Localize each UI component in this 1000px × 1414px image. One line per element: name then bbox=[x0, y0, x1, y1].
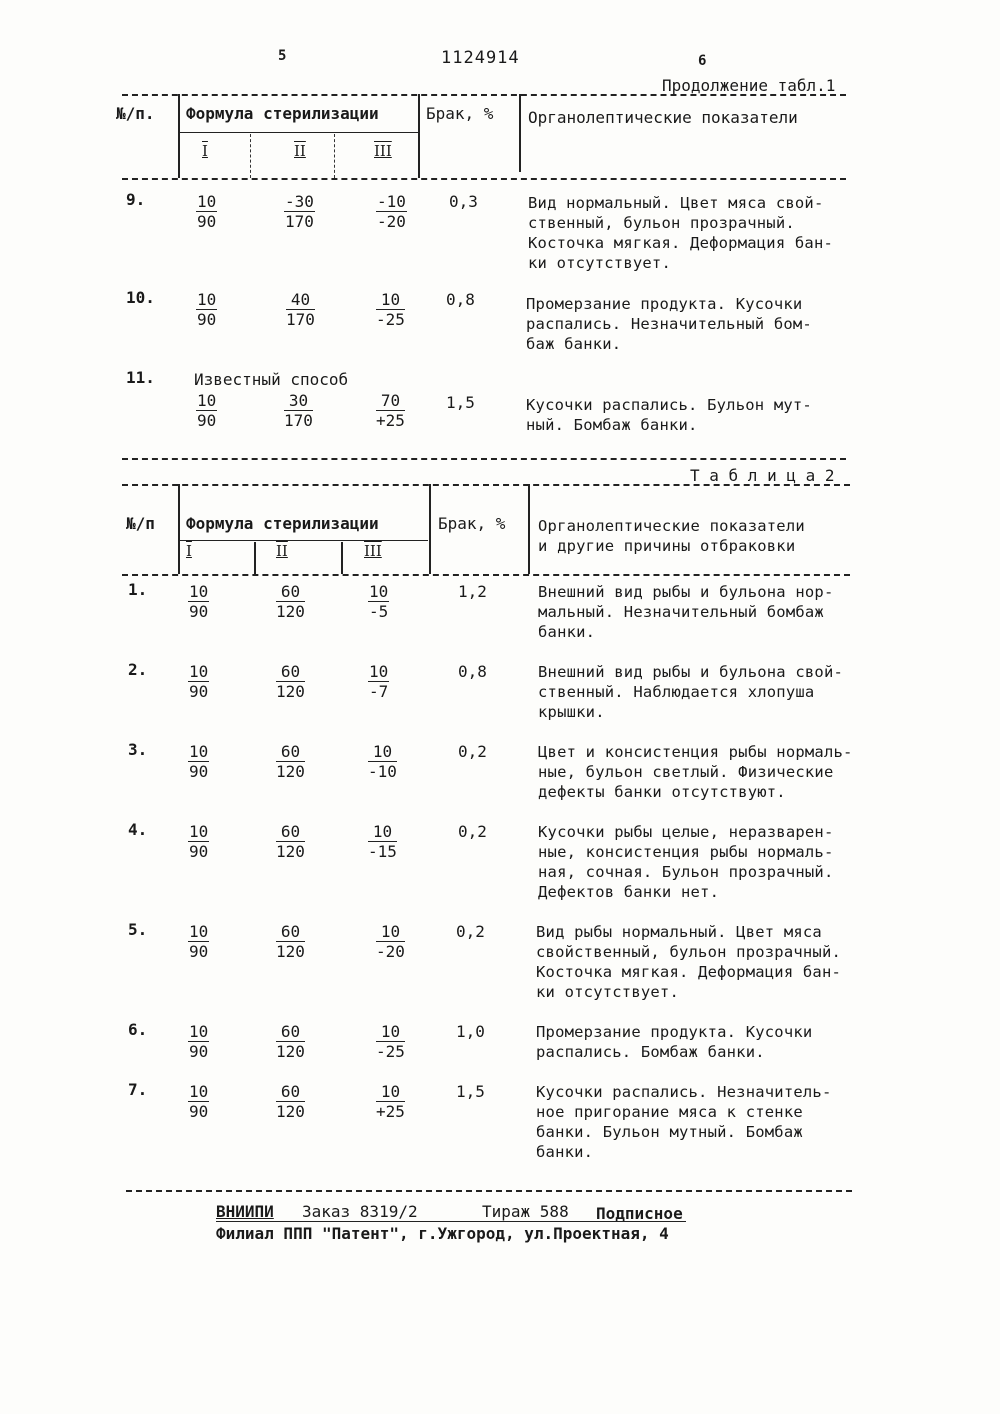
table1-subheader-ii: II bbox=[294, 142, 306, 160]
denominator: 90 bbox=[197, 310, 217, 329]
brak-value: 1,5 bbox=[456, 1082, 485, 1101]
numerator: 10 bbox=[369, 662, 389, 681]
formula-fraction-ii bbox=[284, 192, 315, 231]
table1-header-num: №/п. bbox=[116, 104, 155, 123]
table2-subheader-ii: II bbox=[276, 542, 288, 560]
table1-subheader-rule bbox=[180, 132, 418, 133]
organoleptic-description: Вид нормальный. Цвет мяса свой- ственный, бульон прозрачный. Косточка мягкая. Деформация бан- ки отсутствует. bbox=[528, 194, 834, 272]
footer-underline bbox=[216, 1221, 686, 1222]
formula-fraction-iii bbox=[376, 1082, 405, 1121]
formula-fraction-i bbox=[188, 1082, 209, 1121]
formula-fraction-ii bbox=[276, 742, 305, 781]
table1-header-formula: Формула стерилизации bbox=[186, 104, 379, 123]
denominator: 90 bbox=[197, 212, 217, 231]
denominator: 90 bbox=[189, 1042, 209, 1061]
organoleptic-description: Внешний вид рыбы и бульона нор- мальный. Незначительный бомбаж банки. bbox=[538, 583, 834, 641]
table2-col-divider-5 bbox=[528, 484, 530, 574]
organoleptic-description: Вид рыбы нормальный. Цвет мяса свойственный, бульон прозрачный. Косточка мягкая. Деформация бан- ки отсутствует. bbox=[536, 923, 842, 1001]
formula-fraction-ii bbox=[276, 822, 305, 861]
denominator: 90 bbox=[189, 942, 209, 961]
footer-subscription: Подписное bbox=[596, 1204, 683, 1223]
numerator: 10 bbox=[368, 822, 397, 842]
numerator: -30 bbox=[285, 192, 314, 211]
table1-col-divider-2 bbox=[250, 134, 251, 178]
table2-top-rule bbox=[122, 484, 850, 486]
table2-header-num: №/п bbox=[126, 514, 155, 533]
formula-fraction-iii bbox=[376, 391, 405, 430]
organoleptic-description: Цвет и консистенция рыбы нормаль- ные, бульон светлый. Физические дефекты банки отсутствуют. bbox=[538, 743, 853, 801]
table2-caption: Т а б л и ц а 2 bbox=[690, 466, 835, 485]
brak-value: 1,2 bbox=[458, 582, 487, 601]
table1-subheader-iii: III bbox=[374, 142, 392, 160]
patent-number: 1124914 bbox=[441, 48, 520, 68]
numerator: 10 bbox=[189, 1022, 209, 1041]
formula-fraction-i bbox=[188, 582, 209, 621]
known-method-label: Известный способ bbox=[194, 370, 349, 389]
denominator: 90 bbox=[189, 682, 209, 701]
denominator: 120 bbox=[276, 942, 305, 961]
formula-fraction-i bbox=[188, 742, 209, 781]
denominator: 170 bbox=[285, 212, 314, 231]
numerator: 10 bbox=[376, 922, 405, 942]
row-number: 5. bbox=[128, 920, 148, 939]
denominator: 90 bbox=[189, 762, 209, 781]
table2-header-organo: Органолептические показатели и другие причины отбраковки bbox=[538, 517, 805, 555]
numerator: 10 bbox=[189, 662, 209, 681]
numerator: -10 bbox=[377, 192, 406, 211]
denominator: 170 bbox=[284, 411, 313, 430]
denominator: +25 bbox=[376, 1102, 405, 1121]
formula-fraction-ii bbox=[276, 1022, 305, 1061]
brak-value: 1,0 bbox=[456, 1022, 485, 1041]
numerator: 10 bbox=[369, 582, 389, 601]
organoleptic-description: Промерзание продукта. Кусочки распались. Незначительный бом- баж банки. bbox=[526, 295, 812, 353]
table1-caption: Продолжение табл.1 bbox=[662, 76, 836, 95]
denominator: 90 bbox=[189, 1102, 209, 1121]
formula-fraction-i bbox=[196, 192, 217, 231]
denominator: 90 bbox=[189, 602, 209, 621]
numerator: 60 bbox=[276, 922, 305, 942]
organoleptic-description: Внешний вид рыбы и бульона свой- ственный. Наблюдается хлопуша крышки. bbox=[538, 663, 844, 721]
row-number: 6. bbox=[128, 1020, 148, 1039]
numerator: 60 bbox=[276, 662, 305, 682]
formula-fraction-i bbox=[196, 391, 217, 430]
table1-header-brak: Брак, % bbox=[426, 104, 494, 123]
footer-branch: Филиал ППП "Патент", г.Ужгород, ул.Проектная, 4 bbox=[216, 1224, 669, 1243]
formula-fraction-ii bbox=[284, 391, 313, 430]
formula-fraction-i bbox=[188, 1022, 209, 1061]
denominator: 120 bbox=[276, 682, 305, 701]
organoleptic-description: Кусочки распались. Незначитель- ное пригорание мяса к стенке банки. Бульон мутный. Бомбаж банки. bbox=[536, 1083, 832, 1161]
formula-fraction-ii bbox=[276, 922, 305, 961]
row-number: 2. bbox=[128, 660, 148, 679]
footer-circulation: Тираж 588 bbox=[482, 1202, 569, 1221]
formula-fraction-i bbox=[188, 922, 209, 961]
denominator: -5 bbox=[369, 602, 389, 621]
denominator: 120 bbox=[276, 1042, 305, 1061]
table1-col-divider-5 bbox=[519, 94, 521, 172]
formula-fraction-ii bbox=[286, 290, 315, 329]
brak-value: 0,2 bbox=[458, 742, 487, 761]
brak-value: 0,8 bbox=[446, 290, 475, 309]
numerator: 10 bbox=[376, 1082, 405, 1102]
row-number: 1. bbox=[128, 580, 148, 599]
footer-order: Заказ 8319/2 bbox=[302, 1202, 418, 1221]
row-number: 10. bbox=[126, 288, 155, 307]
formula-fraction-i bbox=[188, 822, 209, 861]
numerator: 10 bbox=[368, 742, 397, 762]
footer-rule bbox=[126, 1190, 852, 1192]
denominator: -15 bbox=[368, 842, 397, 861]
numerator: 40 bbox=[286, 290, 315, 310]
numerator: 10 bbox=[376, 1022, 405, 1042]
denominator: -25 bbox=[376, 1042, 405, 1061]
row-number: 7. bbox=[128, 1080, 148, 1099]
brak-value: 1,5 bbox=[446, 393, 475, 412]
table2-header-brak: Брак, % bbox=[438, 514, 506, 533]
numerator: 10 bbox=[376, 290, 405, 310]
denominator: -20 bbox=[377, 212, 406, 231]
table1-col-divider-3 bbox=[334, 134, 335, 178]
table2-header-bottom-rule bbox=[122, 574, 850, 576]
numerator: 10 bbox=[189, 1082, 209, 1101]
denominator: 120 bbox=[276, 762, 305, 781]
denominator: -25 bbox=[376, 310, 405, 329]
numerator: 60 bbox=[276, 742, 305, 762]
table2-col-divider-1 bbox=[178, 484, 180, 574]
denominator: -7 bbox=[369, 682, 389, 701]
formula-fraction-i bbox=[196, 290, 217, 329]
formula-fraction-ii bbox=[276, 582, 305, 621]
denominator: 170 bbox=[286, 310, 315, 329]
table2-header-formula: Формула стерилизации bbox=[186, 514, 379, 533]
formula-fraction-iii bbox=[376, 192, 407, 231]
formula-fraction-iii bbox=[376, 1022, 405, 1061]
denominator: 90 bbox=[197, 411, 217, 430]
table1-top-rule bbox=[122, 94, 846, 96]
numerator: 10 bbox=[189, 582, 209, 601]
numerator: 30 bbox=[284, 391, 313, 411]
organoleptic-description: Кусочки распались. Бульон мут- ный. Бомбаж банки. bbox=[526, 396, 812, 434]
formula-fraction-ii bbox=[276, 1082, 305, 1121]
denominator: +25 bbox=[376, 411, 405, 430]
formula-fraction-iii bbox=[368, 742, 397, 781]
numerator: 60 bbox=[276, 822, 305, 842]
formula-fraction-iii bbox=[376, 922, 405, 961]
brak-value: 0,2 bbox=[458, 822, 487, 841]
row-number: 9. bbox=[126, 190, 146, 209]
table1-subheader-i: I bbox=[202, 142, 208, 160]
table1-col-divider-1 bbox=[178, 94, 180, 178]
numerator: 60 bbox=[276, 1082, 305, 1102]
numerator: 10 bbox=[189, 742, 209, 761]
denominator: 120 bbox=[276, 1102, 305, 1121]
table2-subheader-rule bbox=[180, 540, 428, 541]
table2-col-divider-4 bbox=[429, 484, 431, 574]
brak-value: 0,8 bbox=[458, 662, 487, 681]
numerator: 10 bbox=[197, 192, 217, 211]
denominator: -20 bbox=[376, 942, 405, 961]
table1-header-organo: Органолептические показатели bbox=[528, 108, 798, 127]
formula-fraction-iii bbox=[368, 582, 389, 621]
page-number-right: 6 bbox=[698, 53, 707, 69]
brak-value: 0,3 bbox=[449, 192, 478, 211]
footer-org: ВНИИПИ bbox=[216, 1202, 274, 1221]
row-number: 4. bbox=[128, 820, 148, 839]
formula-fraction-i bbox=[188, 662, 209, 701]
numerator: 10 bbox=[197, 290, 217, 309]
formula-fraction-iii bbox=[376, 290, 405, 329]
table2-subheader-iii: III bbox=[364, 542, 382, 560]
numerator: 70 bbox=[376, 391, 405, 411]
organoleptic-description: Промерзание продукта. Кусочки распались. Бомбаж банки. bbox=[536, 1023, 813, 1061]
denominator: -10 bbox=[368, 762, 397, 781]
denominator: 120 bbox=[276, 842, 305, 861]
table2-subheader-i: I bbox=[186, 542, 192, 560]
numerator: 10 bbox=[189, 822, 209, 841]
numerator: 10 bbox=[189, 922, 209, 941]
formula-fraction-iii bbox=[368, 662, 389, 701]
table1-header-bottom-rule bbox=[122, 178, 846, 180]
numerator: 60 bbox=[276, 1022, 305, 1042]
formula-fraction-iii bbox=[368, 822, 397, 861]
numerator: 60 bbox=[276, 582, 305, 602]
page-number-left: 5 bbox=[278, 48, 287, 64]
table2-col-divider-3 bbox=[341, 542, 343, 574]
formula-fraction-ii bbox=[276, 662, 305, 701]
row-number: 11. bbox=[126, 368, 155, 387]
brak-value: 0,2 bbox=[456, 922, 485, 941]
table1-bottom-rule bbox=[122, 458, 846, 460]
row-number: 3. bbox=[128, 740, 148, 759]
denominator: 90 bbox=[189, 842, 209, 861]
organoleptic-description: Кусочки рыбы целые, неразварен- ные, консистенция рыбы нормаль- ная, сочная. Бульон прозрачный. Дефектов банки нет. bbox=[538, 823, 834, 901]
table2-col-divider-2 bbox=[254, 542, 256, 574]
numerator: 10 bbox=[197, 391, 217, 410]
denominator: 120 bbox=[276, 602, 305, 621]
table1-col-divider-4 bbox=[418, 94, 420, 178]
